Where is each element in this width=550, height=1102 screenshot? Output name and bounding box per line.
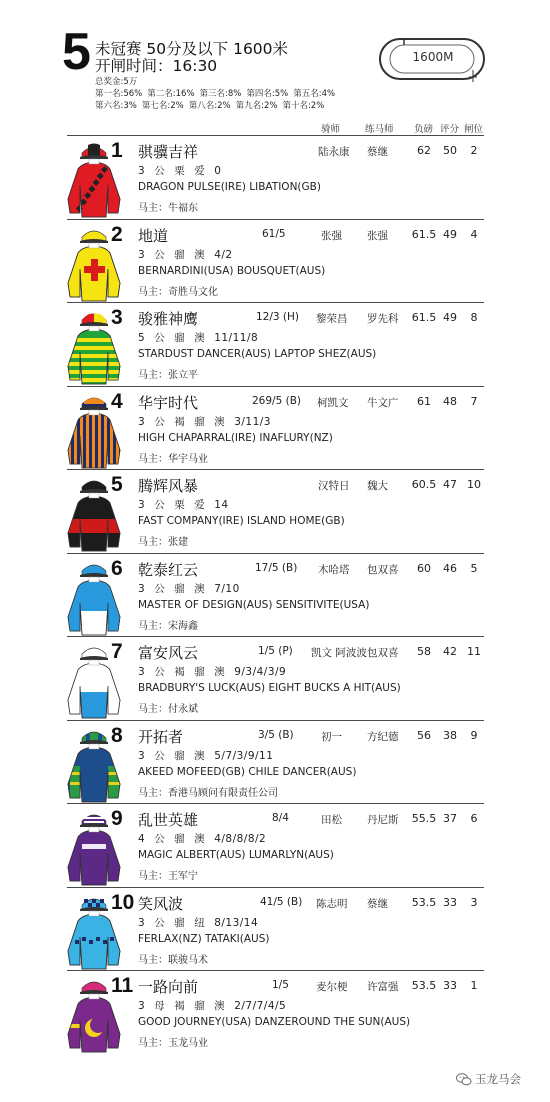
- prize-item: 第八名:2%: [188, 101, 231, 111]
- jockey-name: 张强: [321, 229, 342, 242]
- jockey-name: 初一: [321, 730, 342, 743]
- draw-value: 7: [470, 394, 478, 408]
- rating-value: 48: [443, 394, 457, 408]
- odds-rating: 61/5: [262, 227, 286, 240]
- horse-name: 富安风云: [138, 644, 199, 662]
- runner-description: [138, 497, 238, 512]
- race-start-time: 开闸时间：16:30: [95, 57, 218, 75]
- runner-desc-item: 3: [138, 666, 146, 678]
- runner-description: [138, 748, 282, 763]
- horse-name: 骏雅神鹰: [138, 310, 199, 328]
- runner-desc-item: 3/11/3: [234, 415, 271, 428]
- jockey-name: 田松: [321, 814, 342, 826]
- saddle-number: 8: [111, 723, 123, 747]
- draw-value: 10: [467, 478, 481, 491]
- row-divider: [67, 970, 484, 971]
- runner-desc-item: 澳: [214, 666, 226, 678]
- runner-description: [138, 831, 275, 846]
- row-divider: [67, 720, 484, 721]
- prize-item: 第九名:2%: [235, 101, 278, 111]
- jockey-name: 麦尔梗: [316, 981, 348, 993]
- weight-value: 55.5: [411, 812, 437, 825]
- draw-value: 11: [467, 645, 481, 658]
- runner-desc-item: 3: [138, 916, 146, 929]
- runner-row: [0, 219, 550, 302]
- trainer-name: 罗先科: [367, 313, 399, 325]
- rating-value: 37: [443, 812, 457, 825]
- runner-row: [0, 386, 550, 469]
- runner-desc-item: 骝: [174, 332, 186, 344]
- runner-desc-item: 公: [154, 666, 166, 678]
- owner: 马主：王军宁: [138, 871, 198, 882]
- pedigree: FERLAX(NZ) TATAKI(AUS): [138, 932, 270, 945]
- runner-desc-item: 栗: [174, 499, 186, 511]
- trainer-name: 包双喜: [367, 647, 399, 659]
- prize-total: 总奖金:5万: [95, 77, 138, 87]
- prize-item: 第四名:5%: [246, 89, 289, 99]
- pedigree: HIGH CHAPARRAL(IRE) INAFLURY(NZ): [138, 431, 333, 444]
- race-title: 未冠赛 50分及以下 1600米: [95, 40, 289, 58]
- prize-item: 第十名:2%: [282, 101, 325, 111]
- weight-value: 62: [417, 144, 431, 157]
- draw-value: 9: [470, 728, 478, 742]
- rating-value: 46: [443, 561, 457, 575]
- runner-desc-item: 澳: [194, 749, 206, 762]
- pedigree: GOOD JOURNEY(USA) DANZEROUND THE SUN(AUS): [138, 1016, 411, 1028]
- weight-value: 60.5: [411, 478, 437, 491]
- runner-desc-item: 3: [138, 582, 146, 595]
- trainer-name: 蔡继: [367, 146, 388, 158]
- race-header: [0, 0, 550, 132]
- track-distance-label: 1600M: [412, 50, 454, 64]
- runner-desc-item: 公: [154, 499, 166, 511]
- runner-desc-item: 5: [138, 332, 146, 344]
- odds-rating: 8/4: [272, 812, 289, 824]
- odds-rating: 12/3 (H): [256, 311, 300, 323]
- saddle-number: 10: [111, 890, 135, 914]
- odds-rating: 17/5 (B): [255, 561, 298, 574]
- runner-desc-item: 8/13/14: [214, 916, 259, 929]
- saddle-number: 6: [111, 556, 123, 580]
- saddle-number: 1: [111, 139, 123, 162]
- weight-value: 58: [417, 645, 431, 658]
- odds-rating: 41/5 (B): [260, 895, 303, 908]
- runner-desc-item: 骝: [174, 916, 186, 929]
- row-divider: [67, 553, 484, 554]
- runner-desc-item: 褐: [174, 666, 186, 678]
- pedigree: MAGIC ALBERT(AUS) LUMARLYN(AUS): [138, 849, 334, 861]
- draw-value: 8: [470, 311, 478, 324]
- draw-value: 3: [470, 895, 478, 909]
- runner-desc-item: 母: [154, 1000, 166, 1012]
- runner-desc-item: 5/7/3/9/11: [214, 749, 274, 762]
- runner-desc-item: 14: [214, 499, 229, 511]
- pedigree: AKEED MOFEED(GB) CHILE DANCER(AUS): [138, 765, 357, 778]
- runner-description: [138, 163, 230, 178]
- rating-value: 47: [443, 478, 457, 491]
- runner-desc-item: 4: [138, 833, 146, 845]
- runner-desc-item: 3: [138, 165, 146, 177]
- watermark: [456, 1071, 521, 1087]
- weight-value: 61: [417, 394, 431, 408]
- pedigree: BERNARDINI(USA) BOUSQUET(AUS): [138, 264, 326, 277]
- runner-desc-item: 7/10: [214, 582, 240, 595]
- row-divider: [67, 219, 484, 220]
- runner-desc-item: 澳: [194, 332, 206, 344]
- runner-row: [0, 302, 550, 385]
- weight-value: 53.5: [411, 895, 437, 909]
- runner-description: [138, 664, 295, 679]
- runner-desc-item: 公: [154, 833, 166, 845]
- column-header-trainer: 练马师: [365, 124, 394, 135]
- runner-desc-item: 公: [154, 749, 166, 762]
- rating-value: 42: [443, 645, 457, 658]
- draw-value: 1: [470, 979, 478, 992]
- runner-row: [0, 469, 550, 552]
- owner: 马主：玉龙马业: [138, 1038, 208, 1049]
- draw-value: 6: [470, 812, 478, 825]
- pedigree: DRAGON PULSE(IRE) LIBATION(GB): [138, 181, 321, 193]
- rating-value: 50: [443, 144, 457, 157]
- runner-row: [0, 135, 550, 218]
- prize-item: 第六名:3%: [95, 101, 137, 111]
- runner-desc-item: 3: [138, 499, 146, 511]
- runner-desc-item: 骝: [194, 415, 206, 428]
- owner: 马主：付永斌: [138, 704, 198, 715]
- jockey-name: 陈志明: [316, 897, 348, 910]
- row-divider: [67, 636, 484, 637]
- weight-value: 53.5: [411, 979, 437, 992]
- row-divider: [67, 386, 484, 387]
- runner-row: [0, 720, 550, 803]
- horse-name: 骐骥吉祥: [138, 143, 199, 161]
- runner-desc-item: 骝: [174, 749, 186, 762]
- row-divider: [67, 135, 484, 136]
- odds-rating: 3/5 (B): [258, 728, 294, 741]
- prize-item: 第五名:4%: [293, 89, 336, 99]
- column-header-weight: 负磅: [414, 124, 434, 135]
- owner: 马主：华宇马业: [138, 453, 208, 465]
- race-number: 5: [62, 23, 91, 81]
- horse-name: 地道: [138, 226, 169, 245]
- runner-desc-item: 澳: [194, 833, 206, 845]
- runner-desc-item: 公: [154, 582, 166, 595]
- runner-description: [138, 998, 295, 1013]
- draw-value: 2: [470, 144, 478, 157]
- prize-distribution-row-2: [95, 99, 329, 111]
- pedigree: BRADBURY'S LUCK(AUS) EIGHT BUCKS A HIT(AUS): [138, 682, 401, 694]
- runner-desc-item: 公: [154, 415, 166, 428]
- runner-desc-item: 褐: [174, 1000, 186, 1012]
- column-header-jockey: 骑师: [321, 124, 341, 135]
- runner-row: [0, 636, 550, 719]
- runner-desc-item: 栗: [174, 165, 186, 177]
- runner-desc-item: 爱: [194, 499, 206, 511]
- runner-desc-item: 公: [154, 165, 166, 177]
- runner-desc-item: 澳: [214, 415, 226, 428]
- owner: 马主：联骏马术: [138, 954, 208, 966]
- column-header-rating: 评分: [440, 124, 460, 135]
- owner: 马主：香港马顾问有限责任公司: [138, 787, 278, 799]
- owner: 马主：张立平: [138, 370, 198, 381]
- draw-value: 5: [470, 561, 478, 575]
- runner-description: [138, 330, 267, 345]
- odds-rating: 269/5 (B): [252, 394, 301, 407]
- owner: 马主：奇胜马文化: [138, 286, 218, 298]
- prize-item: 第三名:8%: [199, 89, 242, 99]
- runner-desc-item: 9/3/4/3/9: [234, 666, 287, 678]
- runner-desc-item: 公: [154, 332, 166, 344]
- owner: 马主：宋海鑫: [138, 620, 198, 632]
- runner-desc-item: 骝: [174, 248, 186, 261]
- runner-description: [138, 915, 267, 930]
- runner-description: [138, 247, 242, 262]
- rating-value: 49: [443, 311, 457, 324]
- runner-description: [138, 581, 249, 596]
- runner-desc-item: 澳: [214, 1000, 226, 1012]
- pedigree: FAST COMPANY(IRE) ISLAND HOME(GB): [138, 515, 345, 527]
- runner-row: [0, 803, 550, 886]
- runner-desc-item: 公: [154, 916, 166, 929]
- pedigree: STARDUST DANCER(AUS) LAPTOP SHEZ(AUS): [138, 348, 377, 360]
- runner-desc-item: 2/7/7/4/5: [234, 1000, 287, 1012]
- odds-rating: 1/5 (P): [258, 645, 293, 657]
- runner-desc-item: 3: [138, 749, 146, 762]
- saddle-number: 5: [111, 473, 123, 496]
- saddle-number: 2: [111, 222, 123, 246]
- rating-value: 33: [443, 895, 457, 909]
- runner-desc-item: 骝: [194, 666, 206, 678]
- jockey-name: 凯文 阿波波: [311, 647, 367, 659]
- jockey-name: 柯凯文: [317, 396, 349, 409]
- runner-row: [0, 553, 550, 636]
- trainer-name: 蔡继: [367, 897, 388, 910]
- horse-name: 笑风波: [138, 894, 184, 913]
- trainer-name: 丹尼斯: [367, 814, 399, 826]
- horse-name: 一路向前: [138, 978, 199, 996]
- runner-desc-item: 褐: [174, 415, 186, 428]
- jockey-name: 陆永康: [318, 146, 350, 158]
- horse-name: 开拓者: [138, 727, 184, 746]
- saddle-number: 4: [111, 389, 123, 413]
- runner-description: [138, 414, 280, 429]
- runner-desc-item: 11/11/8: [214, 332, 259, 344]
- track-diagram: [378, 36, 488, 82]
- watermark-text: 玉龙马会: [475, 1072, 521, 1086]
- owner: 马主：张建: [138, 537, 188, 548]
- runner-desc-item: 4/2: [214, 248, 233, 261]
- horse-name: 腾辉风暴: [138, 477, 199, 495]
- trainer-name: 牛文广: [367, 396, 399, 409]
- saddle-number: 9: [111, 807, 123, 830]
- rating-value: 49: [443, 227, 457, 241]
- runner-desc-item: 4/8/8/8/2: [214, 833, 267, 845]
- runner-desc-item: 爱: [194, 165, 206, 177]
- rating-value: 33: [443, 979, 457, 992]
- odds-rating: 1/5: [272, 979, 289, 991]
- runner-row: [0, 887, 550, 970]
- prize-item: 第一名:56%: [95, 89, 143, 99]
- jockey-name: 木哈塔: [318, 563, 350, 576]
- horse-name: 乾泰红云: [138, 560, 199, 579]
- weight-value: 56: [417, 728, 431, 742]
- trainer-name: 包双喜: [367, 563, 399, 576]
- horse-name: 华宇时代: [138, 393, 199, 412]
- pedigree: MASTER OF DESIGN(AUS) SENSITIVITE(USA): [138, 598, 370, 611]
- weight-value: 60: [417, 561, 431, 575]
- weight-value: 61.5: [411, 227, 437, 241]
- saddle-number: 3: [111, 306, 123, 329]
- runner-desc-item: 3: [138, 1000, 146, 1012]
- trainer-name: 魏大: [367, 480, 388, 492]
- runner-desc-item: 骝: [194, 1000, 206, 1012]
- wechat-icon: [456, 1073, 472, 1086]
- trainer-name: 许富强: [367, 981, 399, 993]
- runner-desc-item: 3: [138, 248, 146, 261]
- runner-desc-item: 0: [214, 165, 222, 177]
- runner-desc-item: 澳: [194, 582, 206, 595]
- horse-name: 乱世英雄: [138, 811, 199, 829]
- rating-value: 38: [443, 728, 457, 742]
- runner-desc-item: 公: [154, 248, 166, 261]
- jockey-name: 汉特日: [318, 480, 350, 492]
- prize-item: 第二名:16%: [147, 89, 195, 99]
- runner-desc-item: 澳: [194, 248, 206, 261]
- prize-distribution-row-1: [95, 87, 340, 99]
- saddle-number: 7: [111, 640, 123, 663]
- column-header-draw: 闸位: [464, 124, 484, 135]
- row-divider: [67, 469, 484, 470]
- owner: 马主：牛福东: [138, 203, 198, 214]
- row-divider: [67, 887, 484, 888]
- runner-row: [0, 970, 550, 1053]
- weight-value: 61.5: [411, 311, 437, 324]
- trainer-name: 方纪德: [367, 730, 399, 743]
- draw-value: 4: [470, 227, 478, 241]
- row-divider: [67, 803, 484, 804]
- row-divider: [67, 302, 484, 303]
- runner-desc-item: 纽: [194, 916, 206, 929]
- prize-item: 第七名:2%: [141, 101, 184, 111]
- runner-desc-item: 骝: [174, 582, 186, 595]
- trainer-name: 张强: [367, 229, 388, 242]
- runner-desc-item: 骝: [174, 833, 186, 845]
- runner-desc-item: 3: [138, 415, 146, 428]
- saddle-number: 11: [111, 974, 134, 997]
- jockey-name: 黎荣昌: [316, 313, 348, 325]
